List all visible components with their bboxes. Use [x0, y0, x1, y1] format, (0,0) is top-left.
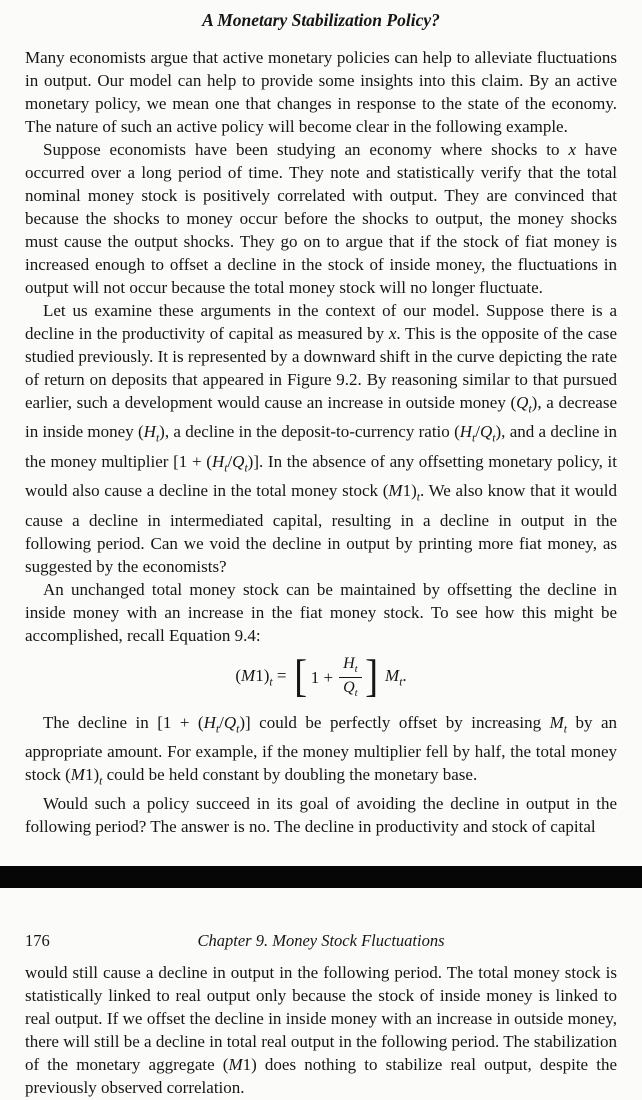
equation-fraction — [339, 655, 362, 699]
equation-right-bracket: ] — [364, 649, 378, 701]
equation-rhs: $M_t$. — [385, 666, 407, 689]
paragraph-6: Would such a policy succeed in its goal of avoiding the decline in output in the following period? The answer is no. The decline in productivity and stock of capital — [25, 794, 617, 837]
paragraph-4: An unchanged total money stock can be maintained by offsetting the decline in inside money with an increase in the fiat money stock. To see how this might be accomplished, recall Equation 9.4: — [25, 579, 617, 645]
equation-lhs: $(M1)_t$ = — [235, 666, 287, 689]
page-number: 176 — [25, 931, 50, 950]
section-heading: A Monetary Stabilization Policy? — [202, 10, 440, 30]
equation-fraction-numerator: $H_t$ — [339, 655, 362, 678]
equation-9-4 — [25, 649, 617, 701]
paragraph-5: The decline in $[1 + (H_t/Q_t)]$ could be perfectly offset by increasing $M_t$ by an appropriate amount. For example, if the money multiplier fell by half, the total money stock $(M1)_t$ could be held constant by doubling the monetary base. — [25, 712, 617, 788]
paragraph-7: would still cause a decline in output in the following period. The total money stock is statistically linked to real output only because the stock of inside money is linked to real output. If we offset the decline in inside money with an increase in outside money, there will still be a decline in total real output in the following period. The stabilization of the monetary aggregate (M1) does nothing to stabilize real output, despite the previously observed correlation. — [25, 963, 617, 1097]
paragraph-2: Suppose economists have been studying an economy where shocks to x have occurred over a long period of time. They note and statistically verify that the total nominal money stock is positively correlated with output. They are convinced that because the shocks to money occur before the shocks to output, the money shocks must cause the output shocks. They go on to argue that if the stock of fiat money is increased enough to offset a decline in the stock of inside money, the fluctuations in output will not occur because the total money stock will no longer fluctuate. — [25, 140, 617, 297]
equation-addend: 1 + — [310, 667, 334, 687]
page-footer — [25, 931, 617, 953]
running-head: Chapter 9. Money Stock Fluctuations — [197, 931, 445, 950]
equation-left-bracket: [ — [294, 649, 308, 701]
equation-fraction-denominator: $Q_t$ — [343, 679, 358, 700]
paragraph-3: Let us examine these arguments in the context of our model. Suppose there is a decline in the productivity of capital as measured by x. This is the opposite of the case studied previously. It is represented by a downward shift in the curve depicting the rate of return on deposits that appeared in Figure 9.2. By reasoning similar to that pursued earlier, such a development would cause an increase in outside money $(Q_t)$, a decrease in inside money $(H_t)$, a decline in the deposit-to-currency ratio $(H_t/Q_t)$, and a decline in the money multiplier $[1 + (H_t/Q_t)]$. In the absence of any offsetting monetary policy, it would also cause a decline in the total money stock $(M1)_t$. We also know that it would cause a decline in intermediated capital, resulting in a decline in output in the following period. Can we void the decline in output by printing more fiat money, as suggested by the economists? — [25, 301, 618, 576]
page-separator-bar — [0, 866, 642, 888]
paragraph-1: Many economists argue that active monetary policies can help to alleviate fluctuations in output. Our model can help to provide some insights into this claim. By an active monetary policy, we mean one that changes in response to the state of the economy. The nature of such an active policy will become clear in the following example. — [25, 48, 617, 136]
